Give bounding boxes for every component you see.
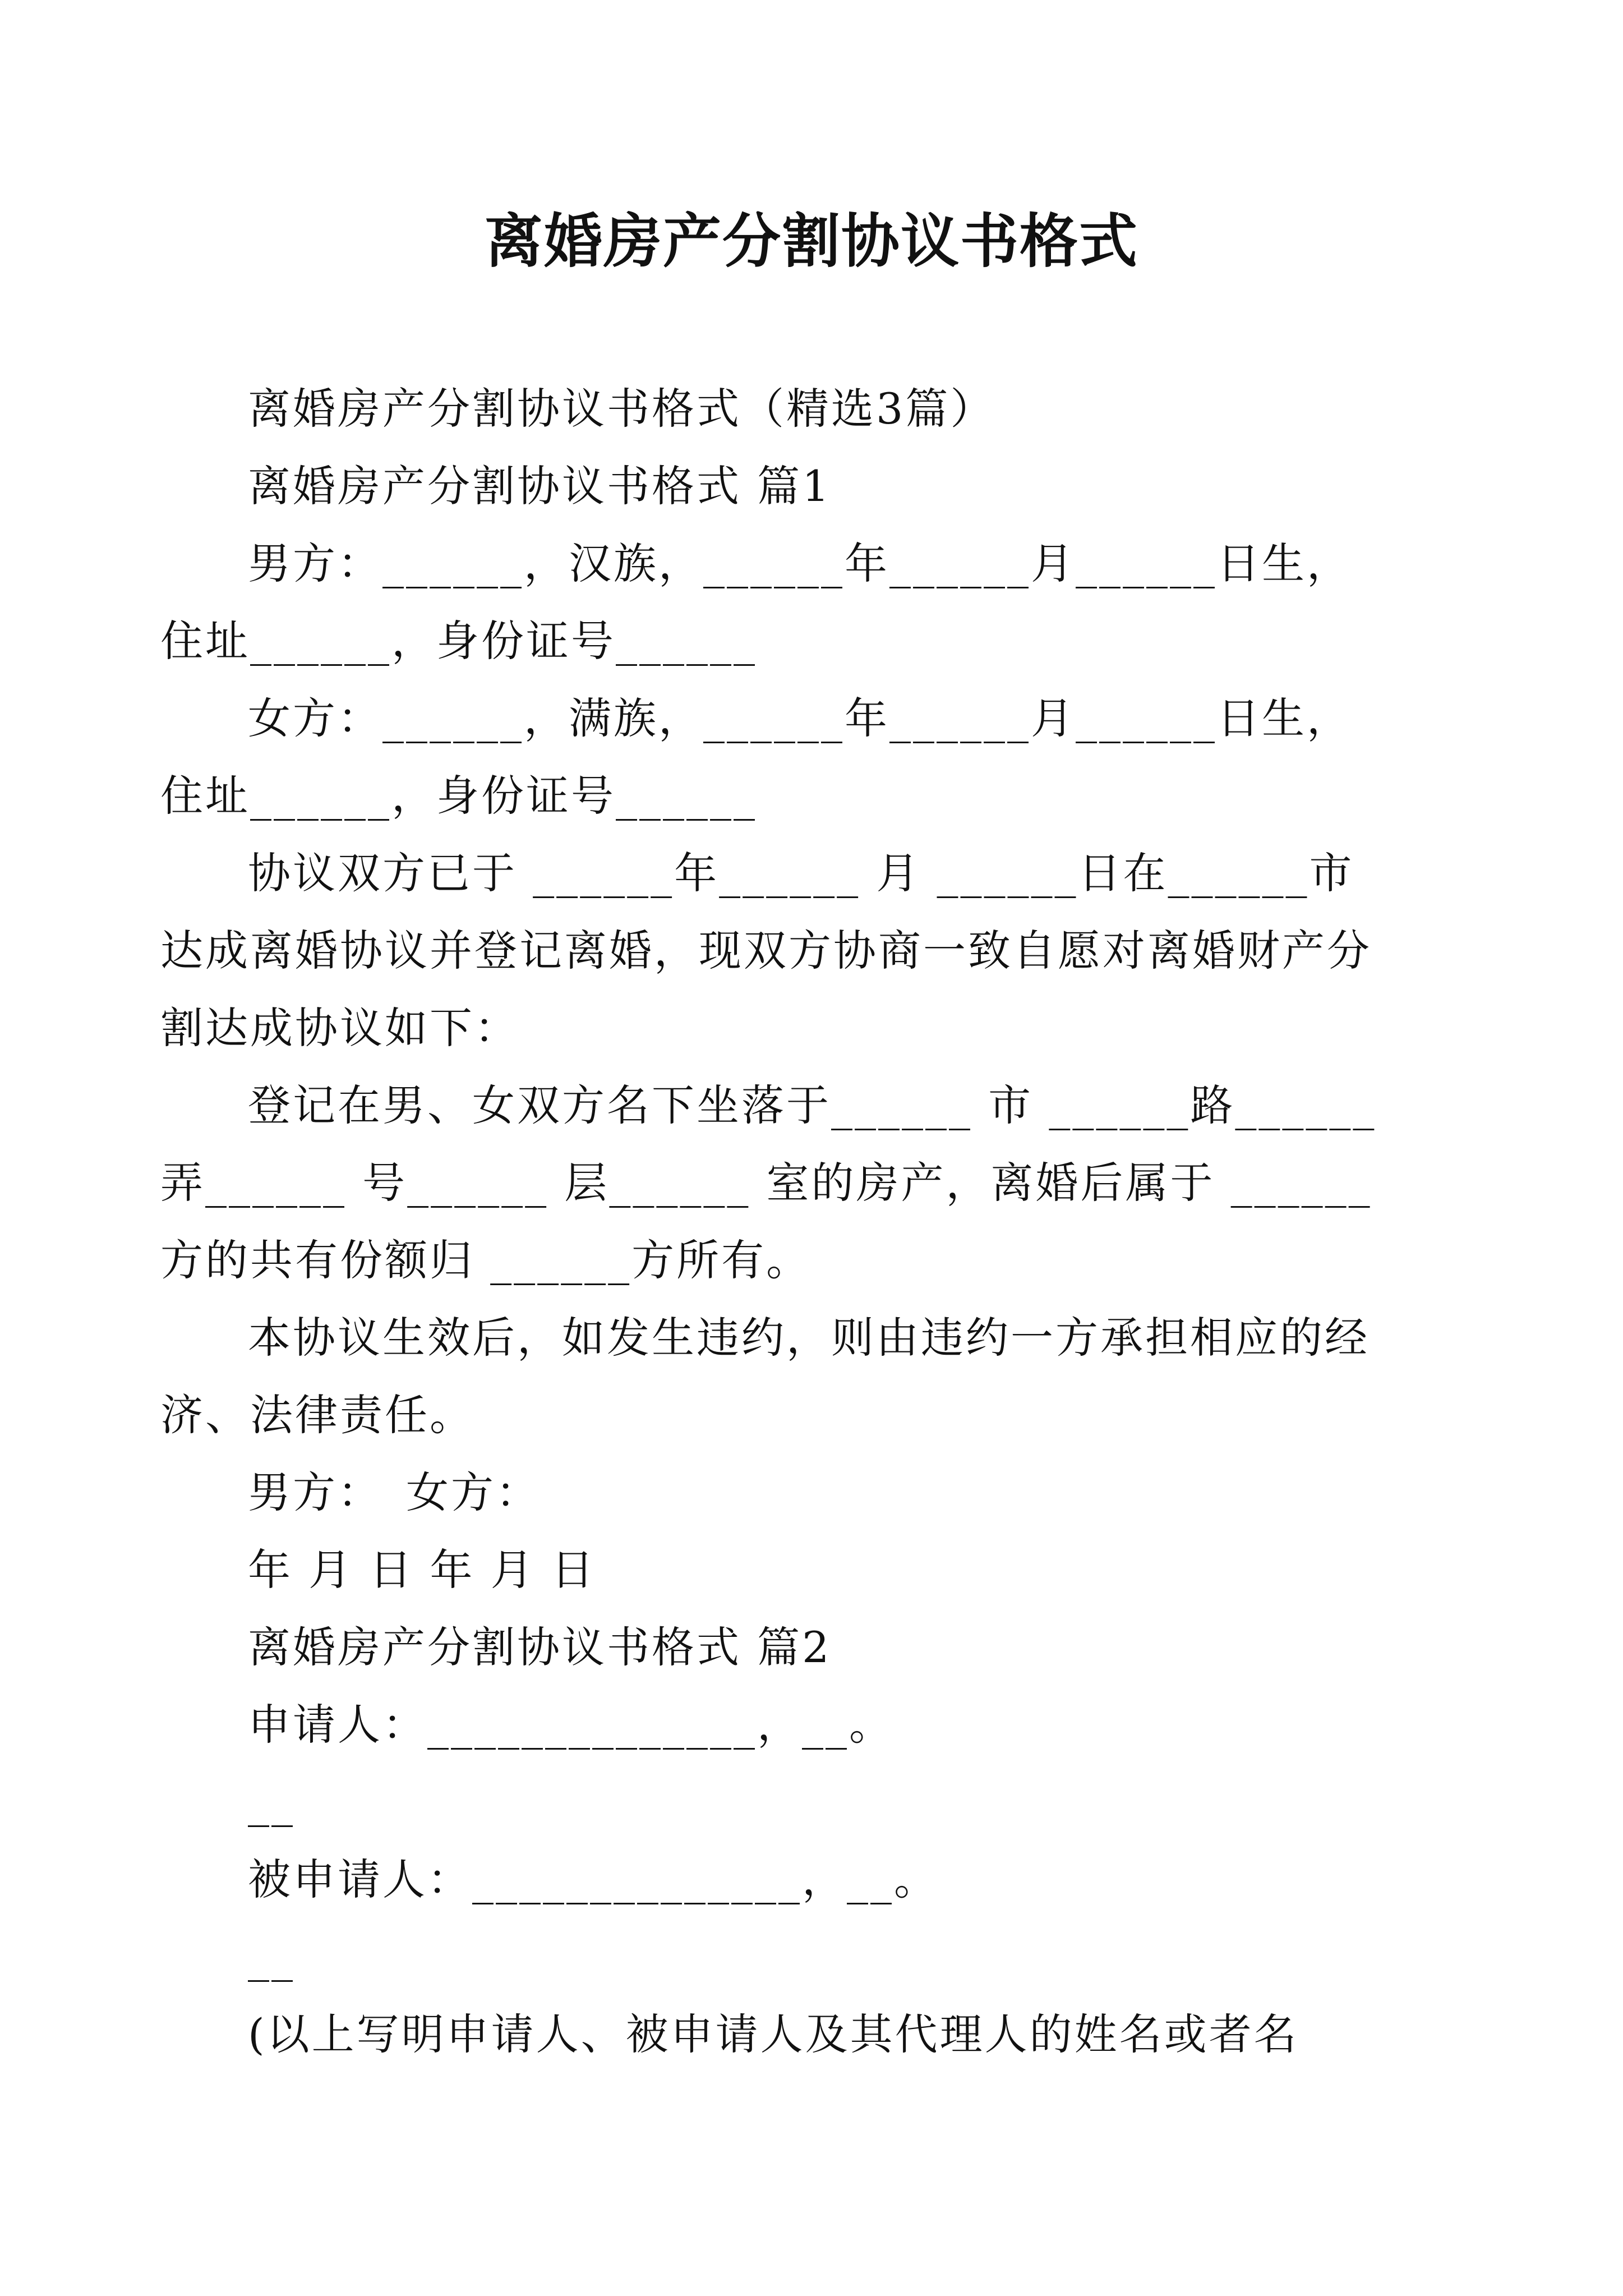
subtitle: 离婚房产分割协议书格式（精选3篇） [248,384,995,434]
female-party-paragraph: 女方：______，满族，______年______月______日生，住址______，身份证号______ [160,693,1352,821]
applicant-line: 申请人：______________，__。 [248,1700,894,1750]
document-title: 离婚房产分割协议书格式 [484,206,1138,275]
date-line: 年 月 日 年 月 日 [248,1545,596,1595]
property-paragraph: 登记在男、女双方名下坐落于______ 市 ______路______弄______ 号______ 层______ 室的房产，离婚后属于 ______方的共有份额归 ______方所有。 [160,1080,1377,1285]
respondent-line: 被申请人：______________，__。 [248,1855,939,1904]
male-party-paragraph: 男方：______，汉族，______年______月______日生，住址______，身份证号______ [160,539,1352,666]
applicant-continuation: __ [248,1777,295,1827]
section1-heading: 离婚房产分割协议书格式 篇1 [248,461,832,511]
document-body [160,370,1392,2073]
section2-heading: 离婚房产分割协议书格式 篇2 [248,1622,832,1672]
note-line: (以上写明申请人、被申请人及其代理人的姓名或者名 [248,2009,1299,2059]
signature-line: 男方： 女方： [248,1467,541,1517]
respondent-continuation: __ [248,1932,295,1982]
liability-paragraph: 本协议生效后，如发生违约，则由违约一方承担相应的经济、法律责任。 [160,1313,1370,1440]
agreement-intro-paragraph: 协议双方已于 ______年______ 月 ______日在______市 达成离婚协议并登记离婚，现双方协商一致自愿对离婚财产分割达成协议如下： [160,848,1372,1053]
